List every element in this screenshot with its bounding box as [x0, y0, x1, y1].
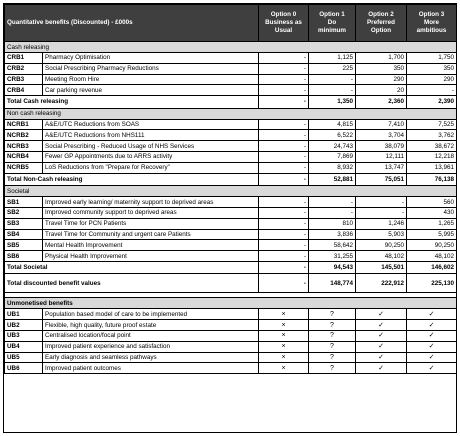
benefit-code: CRB3 [5, 74, 43, 85]
option-2-value: 350 [356, 63, 407, 74]
option-0-value: × [259, 309, 309, 320]
benefit-code: SB2 [5, 207, 43, 218]
benefit-code: NCRB5 [5, 162, 43, 173]
option-0-value: - [259, 85, 309, 96]
section-heading: Unmonetised benefits [5, 298, 457, 309]
option-1-value: ? [309, 363, 356, 374]
table-row [5, 119, 457, 130]
section-total-row [5, 173, 457, 186]
benefit-code: UB2 [5, 320, 43, 331]
unmonetised-benefits-section [5, 298, 457, 374]
option-2-value: 90,250 [356, 240, 407, 251]
benefit-code: NCRB2 [5, 130, 43, 141]
option-3-value: - [407, 85, 457, 96]
benefit-code: UB1 [5, 309, 43, 320]
option-2-value: 7,410 [356, 119, 407, 130]
option-2-value: 5,903 [356, 229, 407, 240]
benefit-description: A&E/UTC Reductions from NHS111 [43, 130, 259, 141]
benefit-description: Physical Health Improvement [43, 251, 259, 262]
benefit-code: SB6 [5, 251, 43, 262]
section-heading: Societal [5, 186, 457, 197]
benefits-table-container [3, 3, 457, 433]
section-heading-row [5, 298, 457, 309]
benefit-code: UB5 [5, 352, 43, 363]
option-3-value: 560 [407, 197, 457, 208]
option-3-header: Option 3 More ambitious [407, 5, 457, 42]
benefit-description: Improved patient outcomes [43, 363, 259, 374]
benefit-description: Early diagnosis and seamless pathways [43, 352, 259, 363]
option-3-value: 350 [407, 63, 457, 74]
total-option-1: 94,543 [309, 261, 356, 274]
option-2-value: 290 [356, 74, 407, 85]
option-0-value: - [259, 63, 309, 74]
benefit-code: CRB1 [5, 53, 43, 64]
benefit-description: A&E/UTC Reductions from SOAS [43, 119, 259, 130]
option-1-value: ? [309, 331, 356, 342]
option-0-value: - [259, 130, 309, 141]
benefit-code: NCRB1 [5, 119, 43, 130]
option-3-value: ✓ [407, 320, 457, 331]
option-3-value: ✓ [407, 363, 457, 374]
option-0-value: - [259, 53, 309, 64]
table-row [5, 229, 457, 240]
option-1-value: - [309, 207, 356, 218]
section-heading: Non cash releasing [5, 108, 457, 119]
option-2-value: ✓ [356, 309, 407, 320]
option-2-value: 12,111 [356, 152, 407, 163]
option-3-value: 1,750 [407, 53, 457, 64]
section-total-row [5, 96, 457, 109]
benefit-description: Mental Health Improvement [43, 240, 259, 251]
benefit-description: Improved patient experience and satisfaction [43, 341, 259, 352]
option-3-value: 7,525 [407, 119, 457, 130]
option-3-value: ✓ [407, 309, 457, 320]
option-1-header: Option 1 Do minimum [309, 5, 356, 42]
option-1-value: 3,836 [309, 229, 356, 240]
section-heading-row [5, 108, 457, 119]
option-1-value: 225 [309, 63, 356, 74]
benefit-code: SB5 [5, 240, 43, 251]
option-1-value: 4,815 [309, 119, 356, 130]
benefit-description: Improved early learning/ maternity support to deprived areas [43, 197, 259, 208]
option-2-value: 20 [356, 85, 407, 96]
option-1-value: 24,743 [309, 141, 356, 152]
non-cash-releasing-section [5, 108, 457, 185]
table-title: Quantitative benefits (Discounted) - £000s [5, 5, 259, 42]
option-2-value: 13,747 [356, 162, 407, 173]
grand-total-option-2: 222,912 [356, 274, 407, 293]
section-heading-row [5, 42, 457, 53]
option-1-value: - [309, 85, 356, 96]
table-row [5, 251, 457, 262]
table-row [5, 130, 457, 141]
benefit-description: Social Prescribing Pharmacy Reductions [43, 63, 259, 74]
total-option-0: - [259, 96, 309, 109]
benefit-description: Pharmacy Optimisation [43, 53, 259, 64]
option-3-value: ✓ [407, 352, 457, 363]
option-3-value: 5,995 [407, 229, 457, 240]
option-2-value: 1,246 [356, 218, 407, 229]
grand-total-label: Total discounted benefit values [5, 274, 259, 293]
table-row [5, 352, 457, 363]
quantitative-benefits-table [4, 4, 457, 374]
option-0-value: - [259, 218, 309, 229]
option-0-value: - [259, 240, 309, 251]
option-2-value: ✓ [356, 331, 407, 342]
benefit-description: LoS Reductions from "Prepare for Recovery" [43, 162, 259, 173]
option-2-value: ✓ [356, 320, 407, 331]
option-3-value: ✓ [407, 331, 457, 342]
option-1-value: 1,125 [309, 53, 356, 64]
grand-total-option-3: 225,130 [407, 274, 457, 293]
option-1-value: - [309, 74, 356, 85]
option-0-value: - [259, 229, 309, 240]
option-2-value: 3,704 [356, 130, 407, 141]
section-total-label: Total Cash releasing [5, 96, 259, 109]
option-1-value: ? [309, 352, 356, 363]
option-0-value: - [259, 119, 309, 130]
total-option-0: - [259, 173, 309, 186]
option-1-value: 8,932 [309, 162, 356, 173]
benefit-code: SB1 [5, 197, 43, 208]
option-1-value: ? [309, 309, 356, 320]
option-0-value: × [259, 363, 309, 374]
benefit-description: Car parking revenue [43, 85, 259, 96]
total-option-1: 1,350 [309, 96, 356, 109]
option-3-value: 290 [407, 74, 457, 85]
section-total-row [5, 261, 457, 274]
option-1-value: 31,255 [309, 251, 356, 262]
grand-total-option-0: - [259, 274, 309, 293]
benefit-code: CRB4 [5, 85, 43, 96]
benefit-code: UB6 [5, 363, 43, 374]
table-row [5, 197, 457, 208]
table-row [5, 363, 457, 374]
section-total-label: Total Societal [5, 261, 259, 274]
option-3-value: 1,265 [407, 218, 457, 229]
option-2-value: - [356, 197, 407, 208]
benefit-description: Travel Time for PCN Patients [43, 218, 259, 229]
option-0-header: Option 0 Business as Usual [259, 5, 309, 42]
option-2-value: 48,102 [356, 251, 407, 262]
option-0-value: - [259, 74, 309, 85]
total-option-3: 2,390 [407, 96, 457, 109]
total-option-2: 145,501 [356, 261, 407, 274]
option-1-value: 810 [309, 218, 356, 229]
option-1-value: ? [309, 341, 356, 352]
option-2-value: - [356, 207, 407, 218]
option-3-value: 90,250 [407, 240, 457, 251]
total-option-3: 76,138 [407, 173, 457, 186]
total-option-2: 75,051 [356, 173, 407, 186]
table-row [5, 152, 457, 163]
table-row [5, 85, 457, 96]
table-row [5, 53, 457, 64]
option-3-value: 12,218 [407, 152, 457, 163]
table-row [5, 309, 457, 320]
benefit-description: Fewer GP Appointments due to ARRS activity [43, 152, 259, 163]
option-2-value: ✓ [356, 341, 407, 352]
option-1-value: ? [309, 320, 356, 331]
benefit-description: Improved community support to deprived areas [43, 207, 259, 218]
cash-releasing-section [5, 42, 457, 109]
table-row [5, 74, 457, 85]
benefit-description: Flexible, high quality, future proof estate [43, 320, 259, 331]
table-row [5, 320, 457, 331]
table-row [5, 240, 457, 251]
benefit-code: SB4 [5, 229, 43, 240]
option-0-value: × [259, 341, 309, 352]
option-3-value: 430 [407, 207, 457, 218]
benefit-description: Travel Time for Community and urgent care Patients [43, 229, 259, 240]
benefit-description: Centralised location/focal point [43, 331, 259, 342]
total-option-2: 2,360 [356, 96, 407, 109]
table-row [5, 341, 457, 352]
table-row [5, 331, 457, 342]
table-row [5, 63, 457, 74]
benefit-code: UB4 [5, 341, 43, 352]
benefit-code: SB3 [5, 218, 43, 229]
option-2-header: Option 2 Preferred Option [356, 5, 407, 42]
option-1-value: 7,869 [309, 152, 356, 163]
table-row [5, 207, 457, 218]
option-3-value: 13,961 [407, 162, 457, 173]
option-2-value: 1,700 [356, 53, 407, 64]
option-3-value: 38,672 [407, 141, 457, 152]
table-row [5, 162, 457, 173]
table-row [5, 218, 457, 229]
grand-total-row [5, 274, 457, 293]
section-total-label: Total Non-Cash releasing [5, 173, 259, 186]
option-2-value: ✓ [356, 363, 407, 374]
total-option-3: 146,602 [407, 261, 457, 274]
benefit-description: Meeting Room Hire [43, 74, 259, 85]
benefit-code: CRB2 [5, 63, 43, 74]
benefit-description: Population based model of care to be implemented [43, 309, 259, 320]
benefit-code: UB3 [5, 331, 43, 342]
section-heading: Cash releasing [5, 42, 457, 53]
option-0-value: - [259, 197, 309, 208]
option-1-value: - [309, 197, 356, 208]
benefit-description: Social Prescribing - Reduced Usage of NHS Services [43, 141, 259, 152]
option-2-value: 38,079 [356, 141, 407, 152]
societal-section [5, 186, 457, 274]
option-0-value: - [259, 162, 309, 173]
total-option-1: 52,881 [309, 173, 356, 186]
total-option-0: - [259, 261, 309, 274]
benefit-code: NCRB4 [5, 152, 43, 163]
grand-total-option-1: 148,774 [309, 274, 356, 293]
option-3-value: 48,102 [407, 251, 457, 262]
option-0-value: × [259, 331, 309, 342]
option-0-value: - [259, 152, 309, 163]
option-1-value: 6,522 [309, 130, 356, 141]
option-0-value: × [259, 352, 309, 363]
benefit-code: NCRB3 [5, 141, 43, 152]
option-2-value: ✓ [356, 352, 407, 363]
table-header-row [5, 5, 457, 42]
grand-total-section [5, 274, 457, 298]
option-3-value: 3,762 [407, 130, 457, 141]
option-3-value: ✓ [407, 341, 457, 352]
section-heading-row [5, 186, 457, 197]
option-0-value: - [259, 251, 309, 262]
option-1-value: 58,642 [309, 240, 356, 251]
option-0-value: × [259, 320, 309, 331]
option-0-value: - [259, 207, 309, 218]
table-row [5, 141, 457, 152]
option-0-value: - [259, 141, 309, 152]
